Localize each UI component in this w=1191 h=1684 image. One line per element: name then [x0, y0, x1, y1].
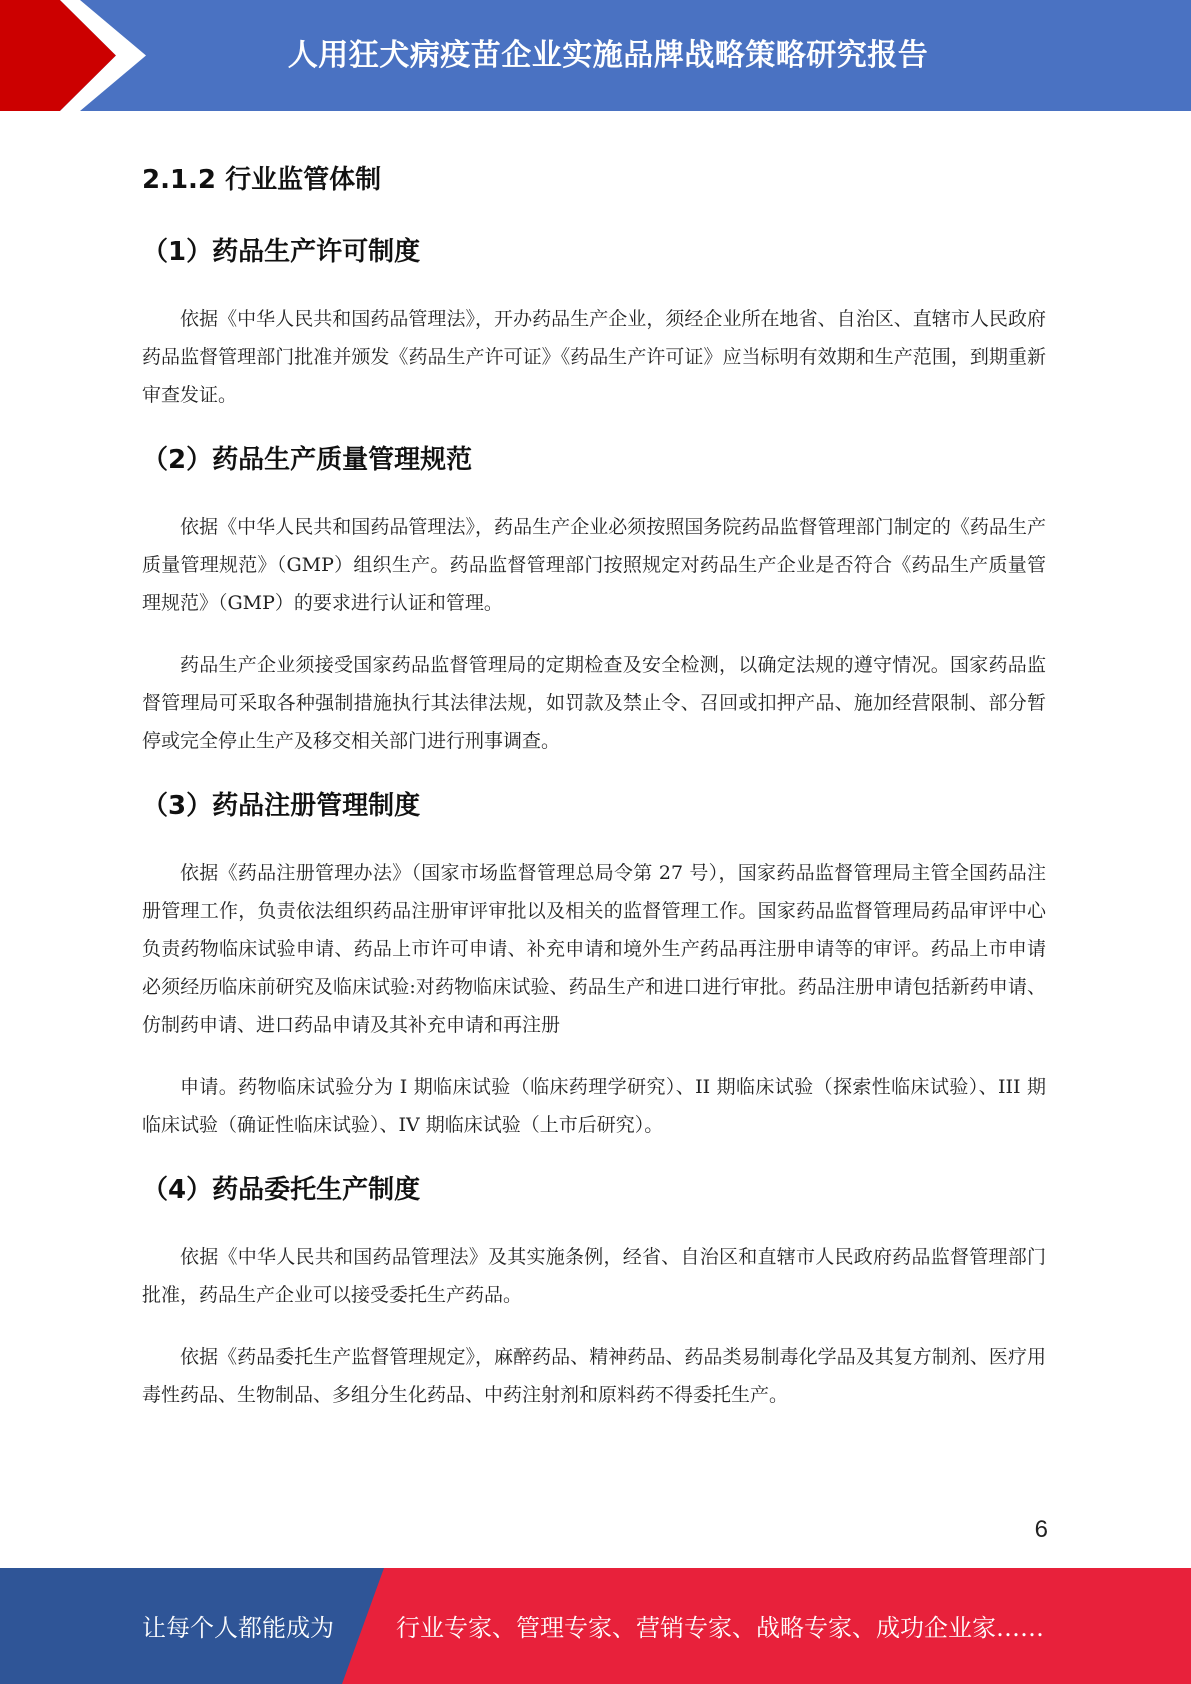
- paragraph: 依据《药品委托生产监督管理规定》，麻醉药品、精神药品、药品类易制毒化学品及其复方制剂、医疗用毒性药品、生物制品、多组分生化药品、中药注射剂和原料药不得委托生产。: [142, 1346, 1046, 1406]
- main-content: [142, 160, 1046, 1414]
- subsection-title-4: （4）药品委托生产制度: [142, 1175, 421, 1205]
- subsection-title-3: （3）药品注册管理制度: [142, 791, 421, 821]
- paragraph: 申请。药物临床试验分为 I 期临床试验（临床药理学研究）、II 期临床试验（探索性临床试验）、III 期临床试验（确证性临床试验）、IV 期临床试验（上市后研究）。: [142, 1076, 1046, 1136]
- page-number: 6: [1034, 1516, 1048, 1543]
- header-banner: [0, 0, 1191, 111]
- paragraph: 依据《中华人民共和国药品管理法》，开办药品生产企业，须经企业所在地省、自治区、直辖市人民政府药品监督管理部门批准并颁发《药品生产许可证》《药品生产许可证》应当标明有效期和生产范围，到期重新审查发证。: [142, 308, 1046, 406]
- section-title: 2.1.2 行业监管体制: [142, 165, 382, 195]
- document-title: 人用狂犬病疫苗企业实施品牌战略策略研究报告: [287, 38, 929, 73]
- footer-slogan-right: 行业专家、管理专家、营销专家、战略专家、成功企业家……: [396, 1614, 1044, 1642]
- paragraph: 依据《中华人民共和国药品管理法》及其实施条例，经省、自治区和直辖市人民政府药品监督管理部门批准，药品生产企业可以接受委托生产药品。: [142, 1246, 1046, 1306]
- paragraph: 依据《中华人民共和国药品管理法》，药品生产企业必须按照国务院药品监督管理部门制定的《药品生产质量管理规范》（GMP）组织生产。药品监督管理部门按照规定对药品生产企业是否符合《药品生产质量管理规范》（GMP）的要求进行认证和管理。: [142, 516, 1046, 614]
- footer-banner: [0, 1568, 1191, 1684]
- footer-slogan-left: 让每个人都能成为: [142, 1614, 334, 1642]
- paragraph: 药品生产企业须接受国家药品监督管理局的定期检查及安全检测，以确定法规的遵守情况。国家药品监督管理局可采取各种强制措施执行其法律法规，如罚款及禁止令、召回或扣押产品、施加经营限制、部分暂停或完全停止生产及移交相关部门进行刑事调查。: [142, 654, 1046, 752]
- subsection-title-2: （2）药品生产质量管理规范: [142, 445, 473, 475]
- paragraph: 依据《药品注册管理办法》（国家市场监督管理总局令第 27 号），国家药品监督管理局主管全国药品注册管理工作，负责依法组织药品注册审评审批以及相关的监督管理工作。国家药品监督管理局药品审评中心负责药物临床试验申请、药品上市许可申请、补充申请和境外生产药品再注册申请等的审评。药品上市申请必须经历临床前研究及临床试验:对药物临床试验、药品生产和进口进行审批。药品注册申请包括新药申请、仿制药申请、进口药品申请及其补充申请和再注册: [142, 862, 1046, 1036]
- subsection-title-1: （1）药品生产许可制度: [142, 237, 421, 267]
